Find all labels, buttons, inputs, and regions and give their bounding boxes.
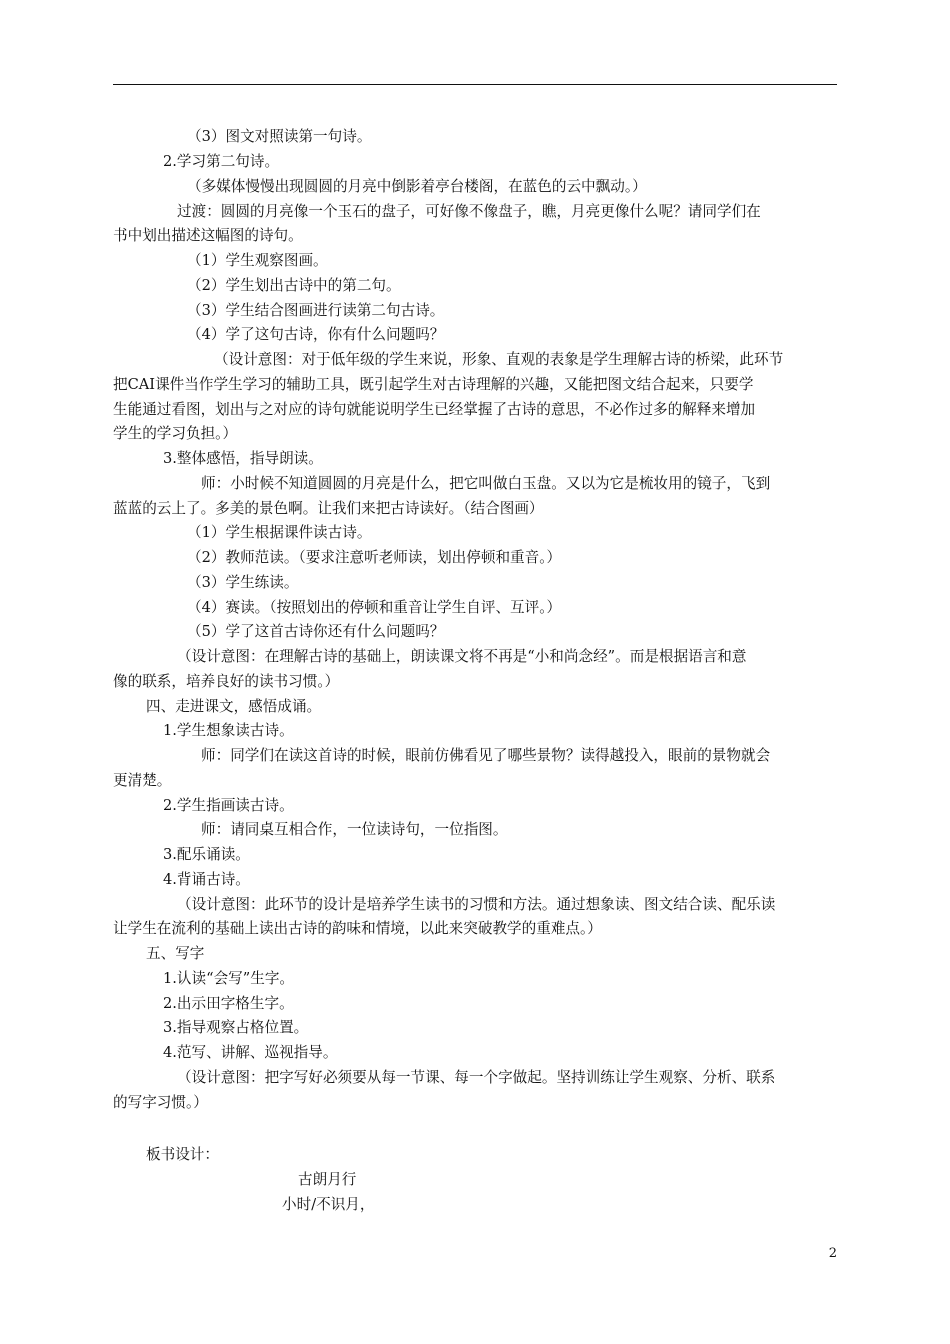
text-line: 1.学生想象读古诗。 (163, 722, 294, 739)
text-line: 4.范写、讲解、巡视指导。 (163, 1044, 338, 1061)
text-line: （5）学了这首古诗你还有什么问题吗？ (187, 623, 445, 640)
text-line: 2.出示田字格生字。 (163, 995, 294, 1012)
text-line: （3）图文对照读第一句诗。 (187, 128, 372, 145)
text-line: （2）教师范读。（要求注意听老师读，划出停顿和重音。） (187, 549, 562, 566)
text-line: 蓝蓝的云上了。多美的景色啊。让我们来把古诗读好。（结合图画） (113, 500, 544, 517)
text-line: 2.学生指画读古诗。 (163, 797, 294, 814)
section-heading: 五、写字 (146, 945, 205, 962)
text-line: 像的联系，培养良好的读书习惯。） (113, 673, 340, 690)
text-line: 3.整体感悟，指导朗读。 (163, 450, 323, 467)
text-line: 师：小时候不知道圆圆的月亮是什么，把它叫做白玉盘。又以为它是梳妆用的镜子，飞到 (201, 475, 771, 492)
text-line: 的写字习惯。） (113, 1094, 208, 1111)
text-line: 3.指导观察占格位置。 (163, 1019, 309, 1036)
text-line: 4.背诵古诗。 (163, 871, 250, 888)
text-line: 2.学习第二句诗。 (163, 153, 280, 170)
text-line: 1.认读“会写”生字。 (163, 970, 295, 987)
text-line: 学生的学习负担。） (113, 425, 238, 442)
poem-line: 小时/不识月， (282, 1196, 375, 1213)
text-line: （多媒体慢慢出现圆圆的月亮中倒影着亭台楼阁，在蓝色的云中飘动。） (187, 178, 647, 195)
text-line: （设计意图：在理解古诗的基础上，朗读课文将不再是“小和尚念经”。而是根据语言和意 (177, 648, 747, 665)
text-line: （3）学生结合图画进行读第二句古诗。 (187, 302, 445, 319)
board-design-label: 板书设计： (146, 1146, 219, 1163)
text-line: 过渡：圆圆的月亮像一个玉石的盘子，可好像不像盘子，瞧，月亮更像什么呢？请同学们在 (177, 203, 761, 220)
text-line: （4）学了这句古诗，你有什么问题吗？ (187, 326, 445, 343)
text-line: 更清楚。 (113, 772, 172, 789)
text-line: 3.配乐诵读。 (163, 846, 250, 863)
text-line: 师：请同桌互相合作，一位读诗句，一位指图。 (201, 821, 508, 838)
header-rule (113, 84, 837, 85)
text-line: 师：同学们在读这首诗的时候，眼前仿佛看见了哪些景物？读得越投入，眼前的景物就会 (201, 747, 771, 764)
page-number: 2 (828, 1246, 837, 1261)
text-line: （1）学生根据课件读古诗。 (187, 524, 372, 541)
section-heading: 四、走进课文，感悟成诵。 (146, 698, 322, 715)
poem-title: 古朗月行 (298, 1171, 357, 1188)
text-line: （设计意图：对于低年级的学生来说，形象、直观的表象是学生理解古诗的桥梁，此环节 (214, 351, 784, 368)
text-line: （2）学生划出古诗中的第二句。 (187, 277, 401, 294)
text-line: 书中划出描述这幅图的诗句。 (113, 227, 303, 244)
text-line: （3）学生练读。 (187, 574, 299, 591)
text-line: （设计意图：此环节的设计是培养学生读书的习惯和方法。通过想象读、图文结合读、配乐读 (177, 896, 776, 913)
text-line: 生能通过看图，划出与之对应的诗句就能说明学生已经掌握了古诗的意思，不必作过多的解释来增加 (113, 401, 756, 418)
text-line: 让学生在流利的基础上读出古诗的韵味和情境，以此来突破教学的重难点。） (113, 920, 602, 937)
text-line: 把CAI课件当作学生学习的辅助工具，既引起学生对古诗理解的兴趣，又能把图文结合起来，只要学 (113, 376, 754, 393)
text-line: （4）赛读。（按照划出的停顿和重音让学生自评、互评。） (187, 599, 562, 616)
text-line: （1）学生观察图画。 (187, 252, 328, 269)
text-line: （设计意图：把字写好必须要从每一节课、每一个字做起。坚持训练让学生观察、分析、联系 (177, 1069, 776, 1086)
